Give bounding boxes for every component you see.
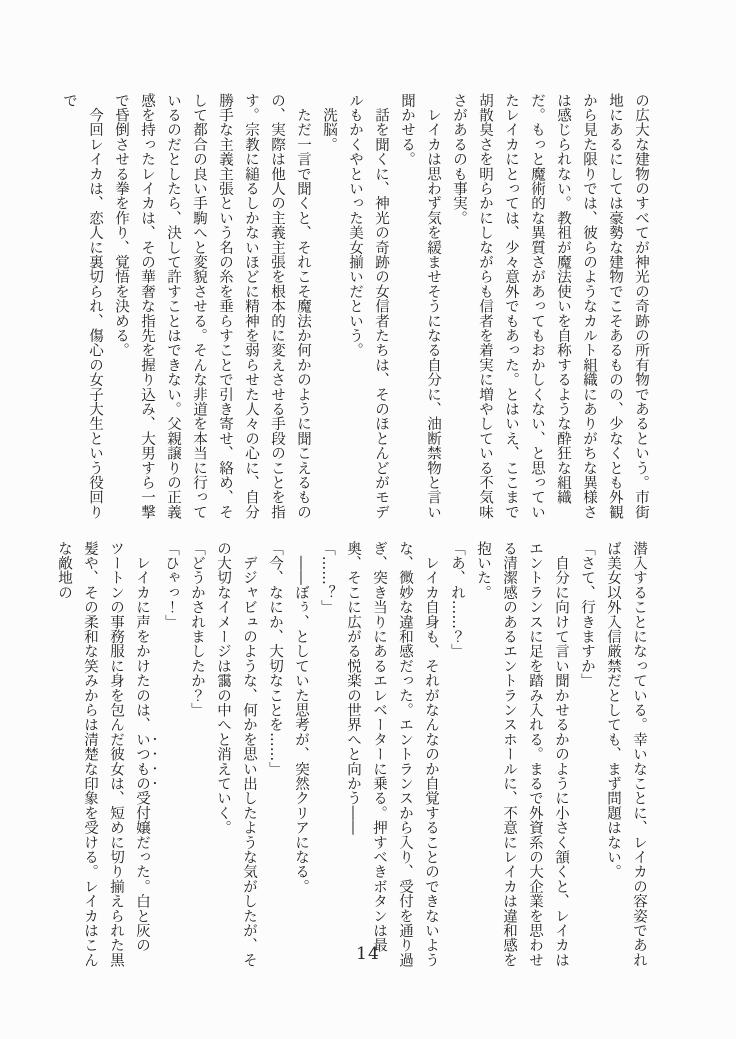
paragraph: 自分に向けて言い聞かせるかのように小さく頷くと、レイカはエントランスに足を踏み入れる。まるで外資系の大企業を思わせる清潔感のあるエントランスホールに、不意にレイカは違和感を抱いた。	[475, 541, 569, 968]
paragraph: 今回レイカは、恋人に裏切られ、傷心の女子大生という役回りで	[61, 93, 103, 520]
paragraph: 「ひゃっ！」	[163, 541, 179, 630]
paragraph: ただ一言で聞くと、それこそ魔法か何かのように聞こえるものの、実際は他人の主義主張を根本的に変えさせる手段のことを指す。宗教に縋るしかないほどに精神を弱らせた人々の心に、自分勝手な主義主張という名の糸を垂らすことで引き寄せ、絡め、そして都合の良い手駒へと変貌させる。そんな非道を本当に行っているのだとしたら、決して許すことはできない。父親譲りの正義感を持ったレイカは、その華奢な指先を握り込み、大男すら一撃で昏倒させる拳を作り、覚悟を決める。	[113, 93, 311, 520]
paragraph: 「今、なにか、大切なことを……」	[267, 541, 283, 777]
paragraph: 「どうかされましたか？」	[189, 541, 205, 718]
paragraph: デジャビュのような、何かを思い出したような気がしたが、その大切なイメージは靄の中へと消えていく。	[215, 541, 257, 968]
paragraph: 「さて、行きますか」	[579, 541, 595, 688]
paragraph: 潜入することになっている。幸いなことに、レイカの容姿であれば美女以外入信厳禁だとしても、まず問題はない。	[605, 541, 647, 968]
paragraph: レイカに声をかけたのは、いつもの受付嬢だった。白と灰のツートンの事務服に身を包んだ彼女は、短めに切り揃えられた黒髪や、その柔和な笑みからは清楚な印象を受ける。レイカはこんな敵地の	[56, 541, 150, 968]
paragraph: 「……？」	[319, 541, 335, 615]
paragraph: 洗脳。	[321, 93, 337, 152]
paragraph: ――ぼぅ、としていた思考が、突然クリアになる。	[293, 541, 309, 894]
emphasized-text: いつもの	[134, 732, 150, 791]
paragraph: の広大な建物のすべてが神光の奇跡の所有物であるという。市街地にあるにしては豪勢な建物でこそあるものの、少なくとも外観から見た限りでは、彼らのようなカルト組織にありがちな異様さは感じられない。教祖が魔法使いを自称するような酔狂な組織だ。もっと魔術的な異質さがあってもおかしくない、と思っていたレイカにとっては、少々意外でもあった。とはいえ、ここまで胡散臭さを明らかにしながらも信者を着実に増やしている不気味さがあるのも事実。	[451, 93, 649, 520]
paragraph: レイカ自身も、それがなんなのか自覚することのできないような、微妙な違和感だった。エントランスから入り、受付を通り過ぎ、突き当りにあるエレベーターに乗る。押すべきボタンは最奥、そこに広がる悦楽の世界へと向かう――	[345, 541, 439, 968]
page-number: 14	[356, 944, 380, 964]
paragraph: 話を聞くに、神光の奇跡の女信者たちは、そのほとんどがモデルもかくやといった美女揃いだという。	[347, 93, 389, 520]
paragraph: 「あ、れ……？」	[449, 541, 465, 659]
paragraph: レイカは思わず気を緩ませそうになる自分に、油断禁物と言い聞かせる。	[399, 93, 441, 520]
text-band-bottom	[56, 541, 652, 979]
text-band-top	[61, 93, 654, 531]
